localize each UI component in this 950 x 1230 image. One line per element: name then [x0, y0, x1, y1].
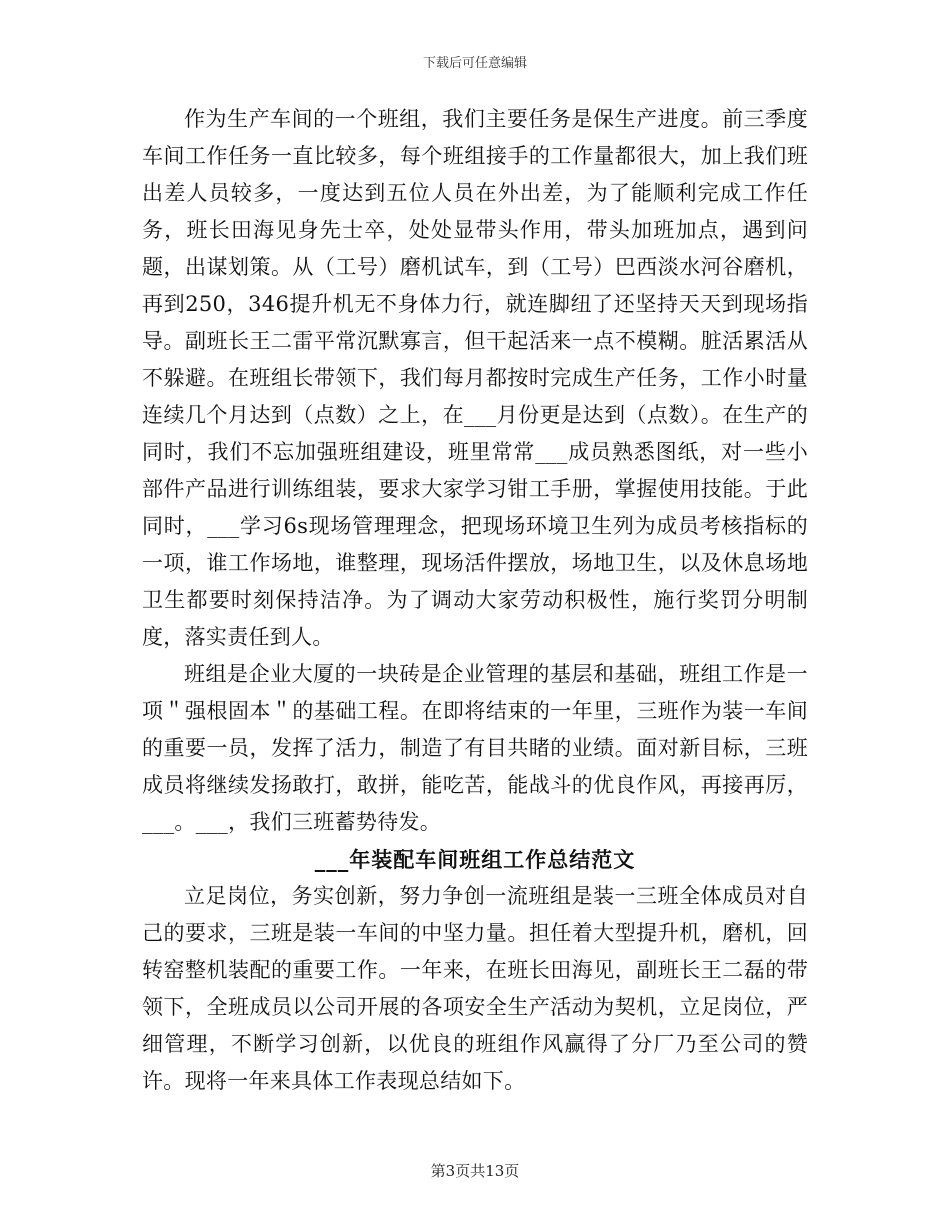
- paragraph-3: 立足岗位，务实创新，努力争创一流班组是装一三班全体成员对自己的要求，三班是装一车间的中坚力量。担任着大型提升机，磨机，回转窑整机装配的重要工作。一年来，在班长田海见，副班长王二磊的带领下，全班成员以公司开展的各项安全生产活动为契机，立足岗位，严细管理，不断学习创新，以优良的班组作风赢得了分厂乃至公司的赞许。现将一年来具体工作表现总结如下。: [142, 884, 808, 1093]
- paragraph-2: 班组是企业大厦的一块砖是企业管理的基层和基础，班组工作是一项＂强根固本＂的基础工程。在即将结束的一年里，三班作为装一车间的重要一员，发挥了活力，制造了有目共睹的业绩。面对新目标，三班成员将继续发扬敢打，敢拼，能吃苦，能战斗的优良作风，再接再厉，___。___，我们三班蓄势待发。: [142, 662, 808, 834]
- page-header: 下载后可任意编辑: [422, 56, 527, 71]
- document-body: [142, 101, 808, 1100]
- page-footer: 第3页共13页: [430, 1162, 520, 1180]
- paragraph-1: 作为生产车间的一个班组，我们主要任务是保生产进度。前三季度车间工作任务一直比较多，每个班组接手的工作量都很大，加上我们班出差人员较多，一度达到五位人员在外出差，为了能顺利完成工作任务，班长田海见身先士卒，处处显带头作用，带头加班加点，遇到问题，出谋划策。从（工号）磨机试车，到（工号）巴西淡水河谷磨机，再到250，346提升机无不身体力行，就连脚纽了还坚持天天到现场指导。副班长王二雷平常沉默寡言，但干起活来一点不模糊。脏活累活从不躲避。在班组长带领下，我们每月都按时完成生产任务，工作小时量连续几个月达到（点数）之上，在___月份更是达到（点数）。在生产的同时，我们不忘加强班组建设，班里常常___成员熟悉图纸，对一些小部件产品进行训练组装，要求大家学习钳工手册，掌握使用技能。于此同时，___学习6s现场管理理念，把现场环境卫生列为成员考核指标的一项，谁工作场地，谁整理，现场活件摆放，场地卫生，以及休息场地卫生都要时刻保持洁净。为了调动大家劳动积极性，施行奖罚分明制度，落实责任到人。: [142, 107, 808, 649]
- section-title: ___年装配车间班组工作总结范文: [314, 847, 636, 872]
